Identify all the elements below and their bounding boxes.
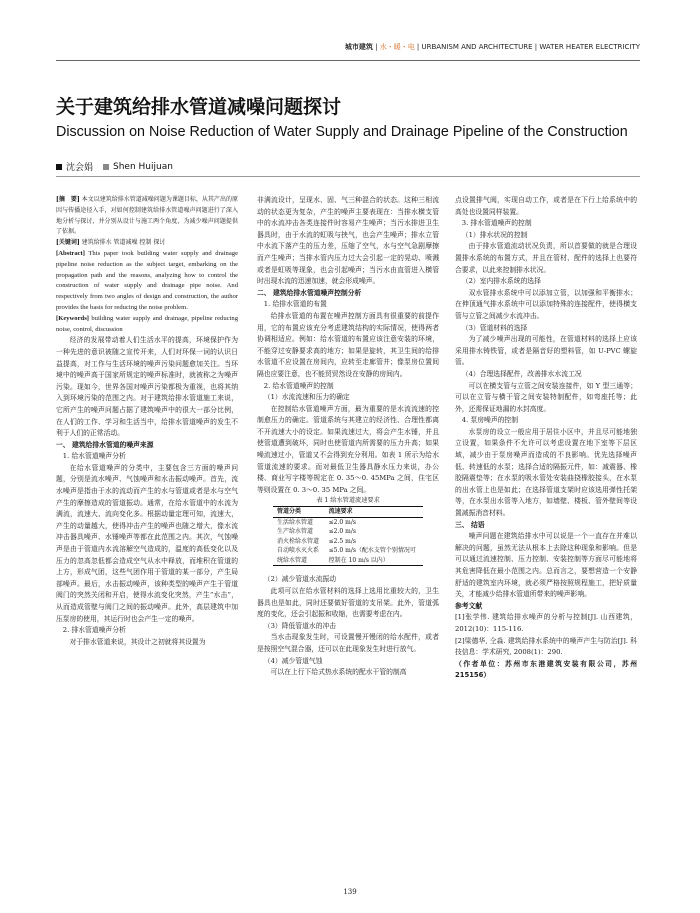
body-paragraph: 当水击现象发生时，可设置慢开慢闭的给水配件，或者是按照空气混合器，还可以在此现象发生时进行放气。 (257, 633, 439, 653)
subsection-heading: （1）排水状况的控制 (461, 230, 528, 239)
body-paragraph: 可以在上行下给式热水系统的配水干管的制高 (270, 668, 407, 677)
bullet-square-icon (56, 164, 62, 170)
subsection-heading: 2. 给水管道噪声的控制 (263, 381, 334, 390)
body-paragraph: 由于排水管道流动状况负责，所以首要做的就是合理设置排水系统的布置方式，并且在管材、配件的选择上也要符合要求，以此来控制排水状况。 (455, 242, 637, 274)
table-cell: 生产给水管道 (277, 528, 314, 536)
subsection-heading: 1. 给水管道噪声分析 (62, 452, 126, 461)
references-heading: 参考文献 (455, 601, 483, 610)
body-paragraph: 可以在横支管与立管之间安装连接件，如 Y 型三通等；可以在立管与横干管之间安装特制配件，如弯座托等；此外，还需保证地漏的水封高度。 (455, 381, 637, 413)
table-header: 流速要求 (325, 507, 423, 518)
header-rule (56, 60, 640, 61)
subsection-heading: （4）减少管道气蚀 (263, 656, 323, 665)
body-paragraph: 水泵房的设立一般应用于居住小区中，并且尽可能地独立设置，如果条件不允许可以考虑设置在地下室等下层区域，减少由于泵房噪声而造成的不良影响。优先选择噪声低、转速低的水泵；选择合适的隔振元件，如：减震器、橡胶隔震垫等；在水泵的吸水管处安装曲挠橡胶接头，在水泵的出水管上也是如此；在选择管道支架时应该选用弹性托架等，在水泵出水管等入地方，如墙壁、楼板、管外壁间等设置减振消音材料。 (455, 427, 637, 518)
table-cell: 生活给水管道 (277, 518, 314, 526)
reference-item: [1]张学伟. 建筑给排水噪声的分析与控制[J]. 山西建筑，2012(10)：115-116. (455, 613, 637, 633)
header-sep-1: | (372, 43, 380, 51)
section-heading: 二、 建筑给排水管道噪声控制分析 (257, 288, 362, 297)
title-divider (56, 176, 640, 177)
table-row (273, 537, 423, 547)
body-paragraph: 在给水管道噪声的分类中，主要包含三方面的噪声问题，分别是流水噪声、气蚀噪声和水击振动噪声。首先，流水噪声是指由于水的流动而产生的水与管道或者是水与空气产生的摩擦造成的管道振动。通常，在给水管道中的水流为满流，流速大、流向变化多。根据动量定理可知，流速大，产生的动量越大，使得冲击产生的噪声也随之增大，像水流冲击器具噪声、水锤噪声等都在此范围之内。其次，气蚀噪声是由于管道内水流溶解空气造成的，温度的高低变化以及压力的忽高忽低都会造成空气从水中释放，而堆积在管道的上方，形成气团，这些气团作用于管道的某一部分，产生局部噪声。最后，水击振动噪声，该种类型的噪声产生于管道阀门的突然关闭和开启，使得水流变化突然，产生“水击”，从而造成管壁与阀门之间的振动噪声。此外，高层建筑中加压泵房的使用，其运行时也会产生一定的噪声。 (56, 463, 238, 623)
author-en: Shen Huijuan (113, 161, 173, 172)
header-section: 水・暖・电 (379, 43, 415, 51)
table-caption: 表 1 给水管道流速要求 (316, 497, 380, 505)
subsection-heading: （2）减少管道水流振动 (263, 575, 337, 584)
subsection-heading: 2. 排水管道噪声分析 (62, 626, 126, 635)
table-cell: 消火栓给水管道 (277, 537, 320, 545)
table-cell: ≤2.0 m/s (328, 518, 356, 526)
author-zh: 沈会娟 (66, 163, 94, 173)
column-3 (455, 195, 637, 682)
body-paragraph: 噪声问题在建筑给排水中可以说是一个一直存在并难以解决的问题，虽然无法从根本上去除这种现象和影响。但是可以通过流速控制、压力控制、安装控制等方面尽可能地将其危害降低在最小范围之内。总而言之，要想营造一个安静舒适的建筑室内环境，就必须严格按照规程施工，把好质量关，才能减少给排水管道所带来的噪声影响。 (455, 532, 637, 599)
running-header (0, 36, 640, 58)
keywords-en: [Keywords] building water supply and drainage, pipeline reducing noise, control, discussion (56, 314, 238, 333)
subsection-heading: （2）室内排水系统的选择 (461, 277, 541, 286)
subsection-heading: （3）管道材料的选择 (461, 323, 528, 332)
subsection-heading: 4. 泵房噪声的控制 (461, 416, 519, 425)
body-paragraph: 点设置排气阀，实现自动工作，或者是在下行上给系统中的高处也设置同样装置。 (455, 196, 637, 216)
header-journal-zh: 城市建筑 (344, 43, 373, 51)
paper-title-zh: 关于建筑给排水管道减噪问题探讨 (56, 96, 342, 118)
section-heading: 三、 结语 (455, 520, 485, 529)
table-cell: ≤2.0 m/s (328, 528, 356, 536)
author-affiliation: （作者单位：苏州市东港建筑安装有限公司，苏州 215156） (455, 659, 637, 680)
section-heading: 一、 建筑给排水管道的噪声来源 (56, 440, 154, 449)
page-number: 139 (343, 888, 357, 896)
body-paragraph: 给排水管道的布置在噪声控制方面具有很重要的前提作用，它的布置应该充分考虑建筑结构的实际情况，使得两者协调相适应。例如：给水管道的布置应该注意安装的环境，不能穿过安静要求高的地方；如果是旋转，其卫生间的给排水管道不应设置在房间内，应转至走廊管井；像泵房位置间隔也应要注意，也不能贸贸然设在安静的房间内。 (257, 311, 439, 378)
abstract-en: [Abstract] This paper took building water supply and drainage pipeline noise reduction as the subject target, embarking on the propagation path and the reasons, analyzing how to control the construction of water supply and drainage pipe noise. And respectively from two angles of design and construction, the author provides the basis for reducing the noise problem. (56, 249, 238, 311)
subsection-heading: 3. 排水管道噪声的控制 (461, 219, 532, 228)
body-paragraph: 对于排水管道来说，其设计之初就将其设置为 (69, 637, 206, 646)
table-cell: ≤2.5 m/s (328, 537, 356, 545)
keywords-zh: [关键词] 建筑给排水 管道减噪 控制 探讨 (56, 239, 166, 247)
header-journal-en: URBANISM AND ARCHITECTURE (421, 43, 533, 51)
subsection-heading: （4）合理选择配件，改善排水水流工况 (461, 369, 582, 378)
body-paragraph: 此项可以在给水管材料的选择上选用比重较大的，卫生器具也是如此，同时还要做好管道的支吊架。此外，管道弧度的变化，还会引起振和收缩，也需要考虑在内。 (257, 587, 439, 619)
header-section-en: WATER HEATER ELECTRICITY (539, 43, 640, 51)
table-header: 管道分类 (273, 507, 325, 518)
paper-title-en: Discussion on Noise Reduction of Water Supply and Drainage Pipeline of the Construction (56, 124, 628, 140)
subsection-heading: 1. 给排水管道的布置 (263, 300, 327, 309)
body-paragraph: 双水管排水系统中可以添加立管，以加强和平衡排水；在伸顶通气排水系统中可以添加特殊的连接配件，使得横支管与立管之间减少水流冲击。 (455, 288, 637, 320)
table-row (273, 527, 423, 537)
subsection-heading: （1）水流流速和压力的确定 (263, 393, 350, 402)
table-row (273, 546, 423, 566)
table-row (273, 517, 423, 527)
body-paragraph: 非满流设计，呈现水、固、气三种混合的状态。这种三相流动的状态更为复杂，产生的噪声主要表现在：当排水横支管中的水流冲击各类连接件时容易产生噪声；当污水排进卫生器具时，由于水流的虹吸与挟气，也会产生噪声；排水立管中水流下落产生的压力差，压缩了空气，水与空气急剧摩擦而产生噪声；当排水管内压力过大会引起一定的晃动、喷溅或者是虹吸等现象，也会引起噪声；当污水由直管进入横管时出现水流的迅速加速，就会形成噪声。 (257, 196, 439, 286)
intro-paragraph: 经济的发展带动着人们生活水平的提高，环境保护作为一种先进的意识被随之宣传开来，人们对环保一词的认识日益提高，对工作与生活环境的噪声污染问题愈加关注。当环境中的噪声高于国家所规定的噪声标准时，就被称之为噪声污染。现如今，世界各国对噪声污染都极为重视，也将其纳入到环境污染的范围之内。对于建筑给排水管道施工来说，它所产生的噪声问题占据了建筑噪声中的很大一部分比例，在人们的工作、学习和生活当中，给排水管道噪声的发生不利于人们的正常活动。 (56, 336, 238, 438)
header-sep-2: | (414, 43, 422, 51)
column-2 (257, 195, 439, 679)
header-sep-3: | (532, 43, 540, 51)
column-1 (56, 195, 238, 648)
flow-velocity-table (273, 506, 423, 566)
abstract-zh: [摘 要] 本文以建筑给排水管道减噪问题为课题目标，从其产出的原因与传播途径入手，对如何控制建筑给排水管道噪声问题进行了深入地分析与探讨，并分别从设计与施工两个角度，为减少噪声问题提供了依据。 (56, 196, 238, 236)
table-cell: 自动喷水灭火系统给水管道 (273, 546, 325, 566)
reference-item: [2]梁德华, 仝淼. 建筑给排水系统中的噪声产生与防治[J]. 科技信息：学术研究, 2008(1)：290. (455, 636, 637, 657)
author-line (56, 160, 173, 173)
bullet-square-icon (103, 164, 109, 170)
body-paragraph: 在控制给水管道噪声方面，最为重要的是水流流速的控制愈压力的确定。管道系统与其建立的经济性、合理性都离不开流速大小的设定。如果流速过大，将会产生水锤，并且使管道遭到破坏，同时也使管道内所需要的压力升高；如果噪流速过小，管道又不会得到充分利用。如表 1 所示为给水管道流速的要求。而对最低卫生器具静水压力来说，办公楼、商业写字楼等规定在 0. 35～0. 45MPa 之间，住宅区等则设置在 0. 3～0. 35 MPa 之间。 (257, 404, 439, 494)
subsection-heading: （3）降低管道水的冲击 (263, 621, 337, 630)
table-cell: ≤5.0 m/s（配水支管个别情况可控制在 10 m/s 以内） (325, 546, 423, 566)
body-paragraph: 为了减少噪声出现的可能性，在管道材料的选择上应该采用排水铸铁管，或者是隔音好的塑料管，如 U-PVC 螺旋管。 (455, 335, 637, 367)
